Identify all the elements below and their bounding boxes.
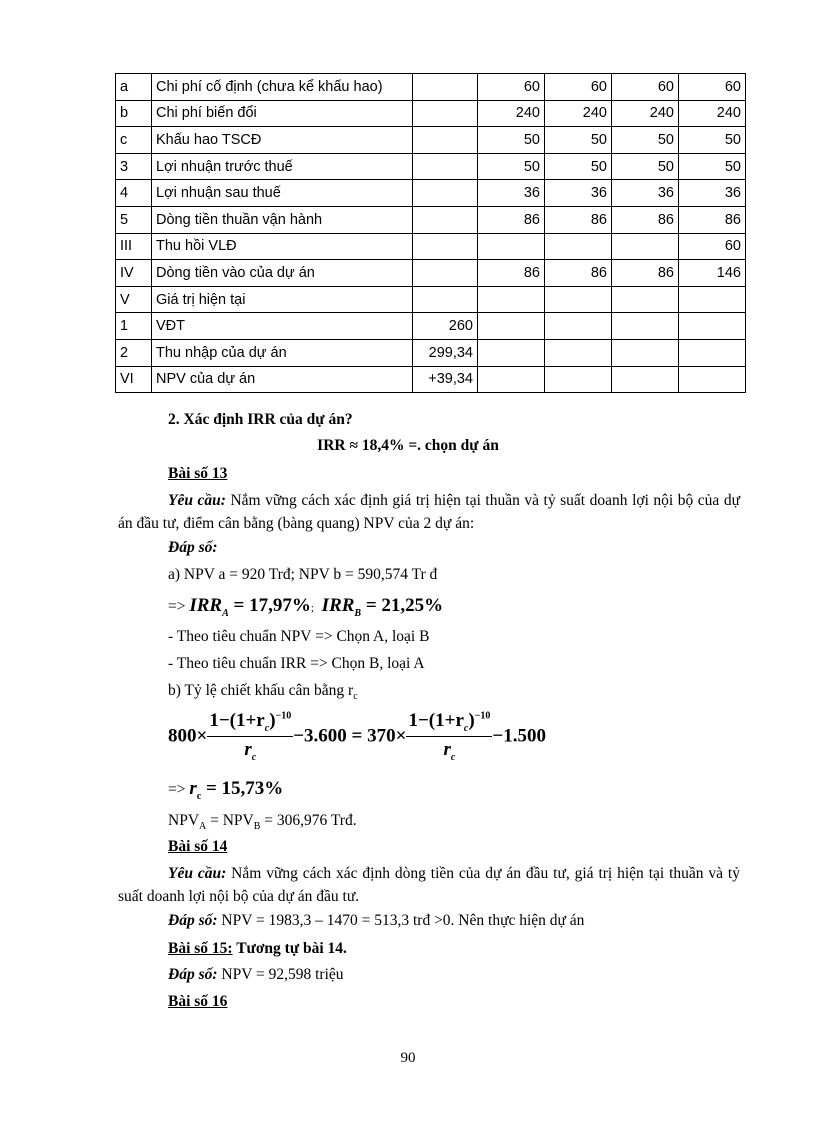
table-cell-y3: 36: [612, 180, 679, 207]
table-cell-name: NPV của dự án: [152, 366, 413, 393]
table-cell-y3: 86: [612, 260, 679, 287]
table-cell-idx: 5: [116, 206, 152, 233]
table-cell-name: Dòng tiền thuần vận hành: [152, 206, 413, 233]
b14-title: Bài số 14: [168, 838, 228, 855]
table-cell-y3: [612, 233, 679, 260]
table-cell-y1: 50: [478, 127, 545, 154]
table-row: [116, 153, 746, 180]
table-cell-y1: [478, 286, 545, 313]
table-cell-name: Lợi nhuận trước thuế: [152, 153, 413, 180]
table-cell-y0: [413, 206, 478, 233]
table-row: [116, 180, 746, 207]
table-cell-idx: III: [116, 233, 152, 260]
table-cell-name: Thu hồi VLĐ: [152, 233, 413, 260]
table-row: [116, 366, 746, 393]
table-cell-y3: 60: [612, 74, 679, 101]
table-cell-y2: 86: [545, 206, 612, 233]
table-row: [116, 233, 746, 260]
b14-answer: Đáp số: NPV = 1983,3 – 1470 = 513,3 trđ >0. Nên thực hiện dự án: [168, 912, 585, 929]
table-cell-y3: [612, 313, 679, 340]
table-cell-y4: 60: [679, 233, 746, 260]
table-cell-y2: [545, 339, 612, 366]
b15-title: Bài số 15: Tương tự bài 14.: [168, 940, 347, 957]
table-cell-y1: 240: [478, 100, 545, 127]
table-cell-idx: 2: [116, 339, 152, 366]
table-cell-y3: [612, 366, 679, 393]
table-row: [116, 260, 746, 287]
table-cell-y1: [478, 233, 545, 260]
table-cell-y4: 50: [679, 153, 746, 180]
table-cell-y1: 86: [478, 260, 545, 287]
section-2-heading: 2. Xác định IRR của dự án?: [168, 411, 353, 428]
table-cell-y4: [679, 366, 746, 393]
table-cell-y1: 86: [478, 206, 545, 233]
table-cell-y4: 146: [679, 260, 746, 287]
table-cell-idx: IV: [116, 260, 152, 287]
table-cell-y3: 240: [612, 100, 679, 127]
table-cell-y2: [545, 313, 612, 340]
table-cell-name: Dòng tiền vào của dự án: [152, 260, 413, 287]
table-row: [116, 100, 746, 127]
table-cell-y3: 50: [612, 153, 679, 180]
table-cell-y3: 50: [612, 127, 679, 154]
table-cell-y4: 240: [679, 100, 746, 127]
table-cell-y2: 50: [545, 127, 612, 154]
table-cell-idx: a: [116, 74, 152, 101]
b13-requirement: [118, 489, 740, 535]
table-row: [116, 74, 746, 101]
table-row: [116, 313, 746, 340]
table-row: [116, 127, 746, 154]
table-cell-idx: VI: [116, 366, 152, 393]
table-cell-y0: [413, 180, 478, 207]
table-cell-y2: 240: [545, 100, 612, 127]
table-cell-y1: [478, 366, 545, 393]
b13-line-a: a) NPV a = 920 Trđ; NPV b = 590,574 Tr đ: [168, 566, 438, 583]
table-row: [116, 206, 746, 233]
table-cell-y0: 260: [413, 313, 478, 340]
table-cell-y2: 86: [545, 260, 612, 287]
table-cell-y1: 50: [478, 153, 545, 180]
table-cell-y0: [413, 127, 478, 154]
b13-title: Bài số 13: [168, 465, 228, 482]
table-cell-name: Chi phí cố định (chưa kể khấu hao): [152, 74, 413, 101]
table-cell-y3: [612, 286, 679, 313]
b13-npv-equal: $NPV_A = NPV_B = 306,976$ Trđ.: [168, 812, 357, 833]
table-cell-y4: 60: [679, 74, 746, 101]
table-cell-name: Chi phí biến đổi: [152, 100, 413, 127]
b13-std-irr: - Theo tiêu chuẩn IRR => Chọn B, loại A: [168, 655, 425, 672]
table-cell-y0: [413, 260, 478, 287]
table-cell-y2: 60: [545, 74, 612, 101]
table-cell-y3: 86: [612, 206, 679, 233]
table-row: [116, 339, 746, 366]
b16-title: Bài số 16: [168, 993, 228, 1010]
irr-b: $IRR_B = 21,25\%$: [321, 595, 444, 619]
table-cell-y0: +39,34: [413, 366, 478, 393]
table-cell-name: Khấu hao TSCĐ: [152, 127, 413, 154]
b13-line-b: b) Tỷ lệ chiết khấu cân bằng $r_c$: [168, 682, 358, 703]
table-cell-y4: [679, 313, 746, 340]
arrow: =>: [168, 598, 186, 615]
table-cell-y0: 299,34: [413, 339, 478, 366]
b15-answer: Đáp số: NPV = 92,598 triệu: [168, 966, 344, 983]
b13-irr-line: => $IRR_A = 17,97\%$; $IRR_B = 21,25\%$: [168, 595, 444, 619]
b13-req-text: Nắm vững cách xác định giá trị hiện tại thuần và tỷ suất doanh lợi nội bộ của dự án đầu tư, điểm cân bằng (bàng quang) NPV của 2 dự án:: [118, 492, 740, 532]
table-cell-y4: 36: [679, 180, 746, 207]
irr-a: $IRR_A = 17,97\%$: [189, 595, 311, 619]
irr-result: IRR ≈ 18,4% =. chọn dự án: [317, 437, 499, 454]
table-cell-y2: [545, 233, 612, 260]
table-cell-y0: [413, 100, 478, 127]
b13-std-npv: - Theo tiêu chuẩn NPV => Chọn A, loại B: [168, 628, 430, 645]
table-cell-y1: [478, 339, 545, 366]
table-cell-name: VĐT: [152, 313, 413, 340]
cash-flow-table: [115, 73, 746, 393]
table-cell-idx: b: [116, 100, 152, 127]
table-cell-y4: [679, 339, 746, 366]
table-cell-y2: 50: [545, 153, 612, 180]
b14-requirement: Yêu cầu: Nắm vững cách xác định dòng tiền của dự án đầu tư, giá trị hiện tại thuần và tỷ suất doanh lợi nội bộ của dự án đầu tư.: [118, 865, 740, 905]
table-cell-y2: [545, 366, 612, 393]
table-cell-idx: 4: [116, 180, 152, 207]
b13-answer-label: Đáp số:: [168, 539, 218, 556]
table-cell-y0: [413, 233, 478, 260]
table-row: [116, 286, 746, 313]
table-cell-idx: c: [116, 127, 152, 154]
table-cell-y2: 36: [545, 180, 612, 207]
equilibrium-equation: 800× $\frac{1-(1+r_c)^{-10}}{r_c}$ −3.600 = 370× $\frac{1-(1+r_c)^{-10}}{r_c}$ −1.500: [168, 710, 546, 763]
b13-rc-result: => $r_c = 15,73\%$: [168, 778, 284, 802]
table-cell-y1: 60: [478, 74, 545, 101]
b13-req-label: Yêu cầu:: [168, 492, 226, 509]
table-cell-idx: 1: [116, 313, 152, 340]
table-cell-y2: [545, 286, 612, 313]
table-cell-idx: V: [116, 286, 152, 313]
table-cell-y0: [413, 286, 478, 313]
table-cell-y1: 36: [478, 180, 545, 207]
page-number: 90: [400, 1050, 416, 1066]
table-cell-y1: [478, 313, 545, 340]
table-cell-y0: [413, 153, 478, 180]
table-cell-y4: [679, 286, 746, 313]
table-cell-y4: 86: [679, 206, 746, 233]
table-cell-name: Giá trị hiện tại: [152, 286, 413, 313]
table-cell-y3: [612, 339, 679, 366]
table-cell-idx: 3: [116, 153, 152, 180]
table-cell-name: Thu nhập của dự án: [152, 339, 413, 366]
table-cell-name: Lợi nhuận sau thuế: [152, 180, 413, 207]
table-cell-y4: 50: [679, 127, 746, 154]
table-cell-y0: [413, 74, 478, 101]
